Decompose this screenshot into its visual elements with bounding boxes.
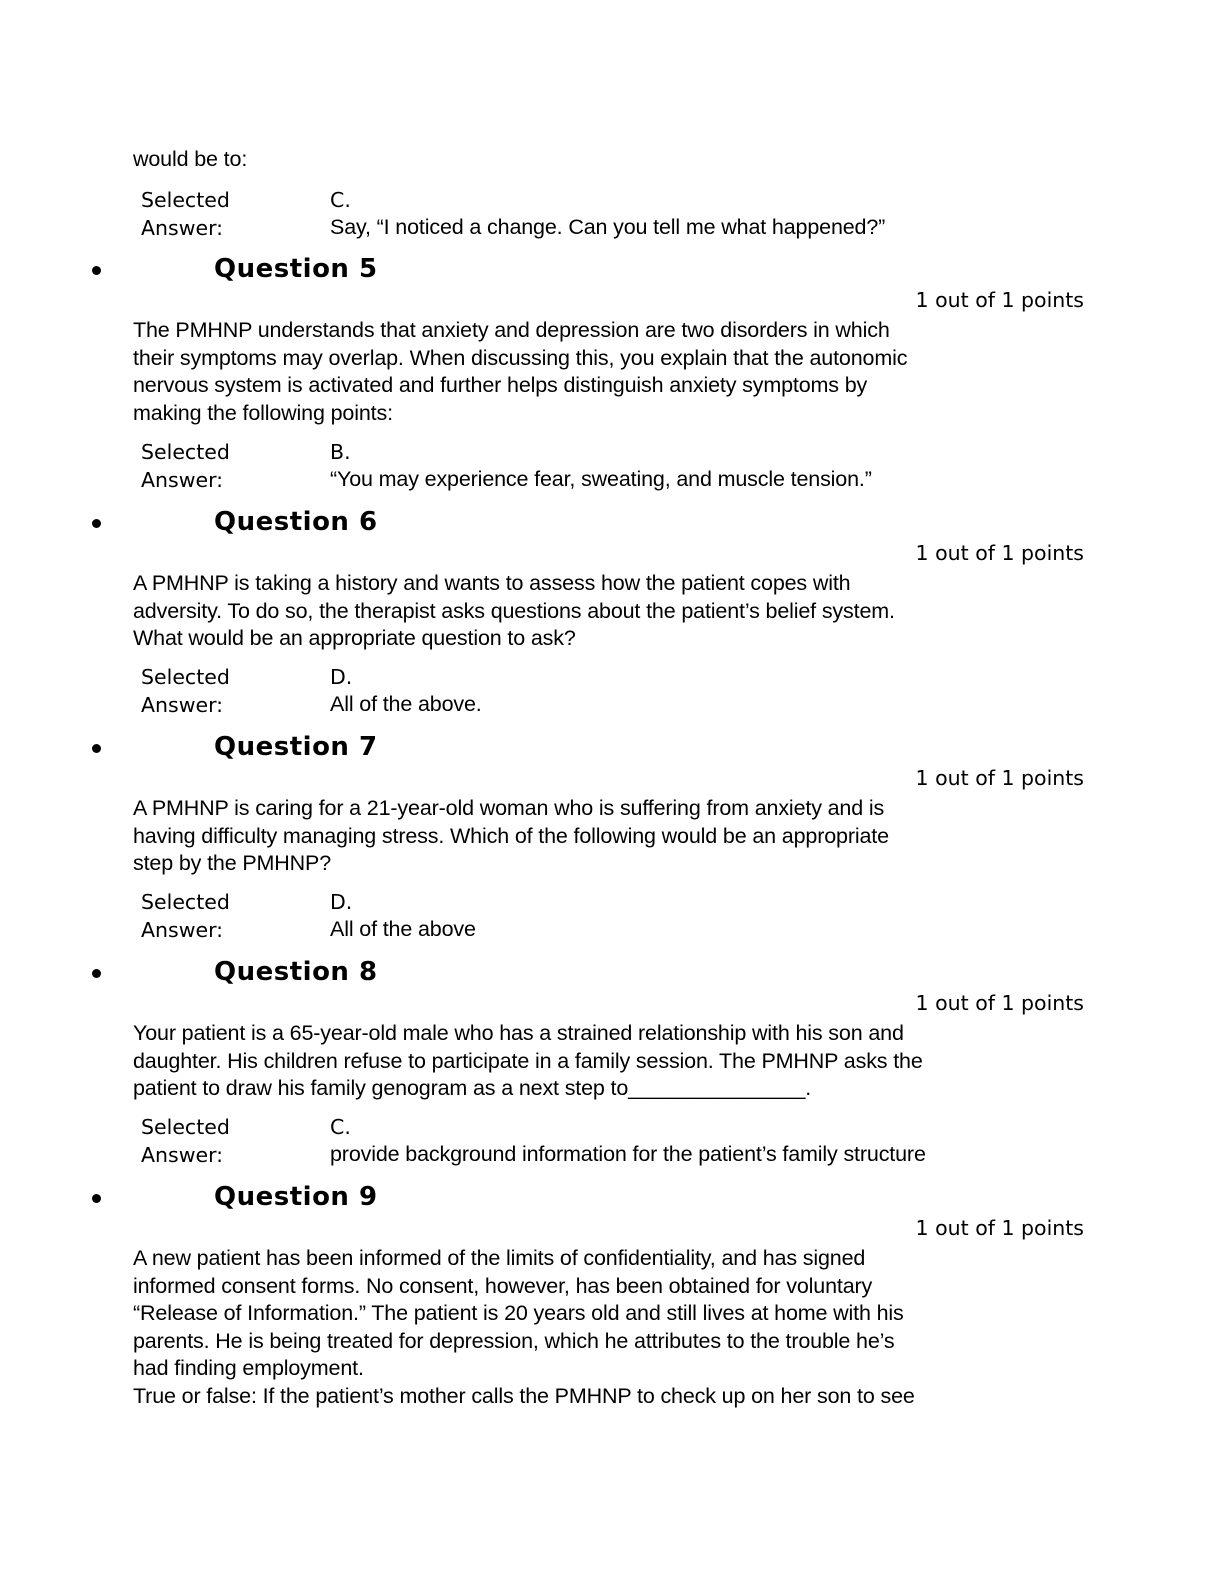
- question-points: 1 out of 1 points: [915, 991, 1084, 1015]
- question-points: 1 out of 1 points: [915, 766, 1084, 790]
- question-title: Question 5: [214, 254, 378, 284]
- question-body: [133, 570, 1033, 653]
- question-heading: [80, 254, 1090, 288]
- question-line: patient to draw his family genogram as a next step to_______________.: [133, 1076, 812, 1100]
- bullet-icon: [92, 744, 101, 753]
- question-points: 1 out of 1 points: [915, 541, 1084, 565]
- question-line: daughter. His children refuse to participate in a family session. The PMHNP asks the: [133, 1048, 923, 1073]
- question-line: True or false: If the patient’s mother calls the PMHNP to check up on her son to see: [133, 1383, 915, 1408]
- question-title: Question 6: [214, 507, 378, 537]
- question-line: What would be an appropriate question to ask?: [133, 626, 576, 650]
- question-line: “Release of Information.” The patient is 20 years old and still lives at home with his: [133, 1301, 904, 1325]
- question-5-selected-answer: [141, 438, 1041, 494]
- question-line: Your patient is a 65-year-old male who has a strained relationship with his son and: [133, 1021, 904, 1045]
- selected-label: Selected: [141, 665, 230, 689]
- bullet-icon: [92, 519, 101, 528]
- answer-letter: C.: [330, 188, 351, 212]
- answer-label: Answer:: [141, 468, 224, 492]
- question-points: 1 out of 1 points: [915, 288, 1084, 312]
- answer-label: Answer:: [141, 216, 224, 240]
- bullet-icon: [92, 266, 101, 275]
- answer-text: provide background information for the patient’s family structure: [330, 1142, 926, 1166]
- question-line: had finding employment.: [133, 1356, 364, 1380]
- selected-label: Selected: [141, 890, 230, 914]
- answer-text: Say, “I noticed a change. Can you tell me what happened?”: [330, 215, 886, 239]
- question-points: 1 out of 1 points: [915, 1216, 1084, 1240]
- question-7-selected-answer: [141, 888, 1041, 944]
- question-4-tail-text: would be to:: [133, 147, 248, 171]
- question-line: A new patient has been informed of the limits of confidentiality, and has signed: [133, 1246, 866, 1270]
- question-title: Question 7: [214, 732, 378, 762]
- selected-label: Selected: [141, 1115, 230, 1139]
- selected-label: Selected: [141, 440, 230, 464]
- question-line: informed consent forms. No consent, however, has been obtained for voluntary: [133, 1273, 873, 1298]
- question-body: [133, 1020, 1033, 1103]
- bullet-icon: [92, 969, 101, 978]
- question-line: having difficulty managing stress. Which of the following would be an appropriate: [133, 823, 889, 848]
- question-heading: [80, 507, 1090, 541]
- question-heading: [80, 957, 1090, 991]
- bullet-icon: [92, 1194, 101, 1203]
- question-line: nervous system is activated and further helps distinguish anxiety symptoms by: [133, 373, 868, 397]
- answer-letter: B.: [330, 440, 351, 464]
- answer-label: Answer:: [141, 918, 224, 942]
- question-8-selected-answer: [141, 1113, 1041, 1169]
- answer-letter: D.: [330, 890, 353, 914]
- question-4-selected-answer: [141, 186, 1041, 242]
- question-title: Question 9: [214, 1182, 378, 1212]
- question-line: adversity. To do so, the therapist asks questions about the patient’s belief system.: [133, 598, 895, 623]
- question-line: The PMHNP understands that anxiety and depression are two disorders in which: [133, 318, 890, 342]
- question-line: parents. He is being treated for depression, which he attributes to the trouble he’s: [133, 1328, 895, 1353]
- question-line: step by the PMHNP?: [133, 851, 332, 875]
- answer-label: Answer:: [141, 1143, 224, 1167]
- question-6-selected-answer: [141, 663, 1041, 719]
- question-title: Question 8: [214, 957, 378, 987]
- answer-letter: D.: [330, 665, 353, 689]
- answer-label: Answer:: [141, 693, 224, 717]
- question-line: A PMHNP is caring for a 21-year-old woman who is suffering from anxiety and is: [133, 796, 885, 820]
- question-line: their symptoms may overlap. When discussing this, you explain that the autonomic: [133, 345, 908, 370]
- answer-letter: C.: [330, 1115, 351, 1139]
- answer-text: “You may experience fear, sweating, and muscle tension.”: [330, 467, 872, 491]
- answer-text: All of the above.: [330, 692, 482, 716]
- question-line: A PMHNP is taking a history and wants to assess how the patient copes with: [133, 571, 851, 595]
- question-heading: [80, 732, 1090, 766]
- answer-text: All of the above: [330, 917, 476, 941]
- selected-label: Selected: [141, 188, 230, 212]
- question-body: [133, 795, 1033, 878]
- question-heading: [80, 1182, 1090, 1216]
- question-line: making the following points:: [133, 400, 393, 425]
- question-body: [133, 317, 1033, 427]
- question-body: [133, 1245, 1033, 1410]
